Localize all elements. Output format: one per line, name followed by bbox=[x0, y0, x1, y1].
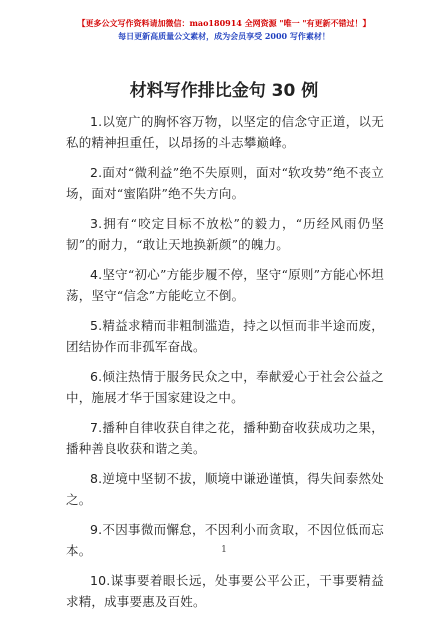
item-number: 1. bbox=[90, 114, 103, 129]
list-item bbox=[66, 468, 384, 510]
page-number: 1 bbox=[221, 545, 227, 555]
list-item bbox=[66, 315, 384, 357]
document-title: 材料写作排比金句 30 例 bbox=[129, 81, 319, 101]
item-number: 4. bbox=[90, 267, 103, 282]
list-item bbox=[66, 162, 384, 204]
list-item bbox=[66, 417, 384, 459]
item-number: 3. bbox=[90, 216, 103, 231]
item-number: 6. bbox=[90, 369, 103, 384]
item-text: 倾注热情于服务民众之中，奉献爱心于社会公益之中，施展才华于国家建设之中。 bbox=[66, 369, 384, 405]
item-text: 不因事微而懈怠，不因利小而贪取，不因位低而忘本。 bbox=[66, 522, 384, 558]
item-number: 5. bbox=[90, 318, 103, 333]
item-text: 拥有“咬定目标不放松”的毅力，“历经风雨仍坚韧”的耐力，“敢让天地换新颜”的魄力。 bbox=[66, 216, 384, 252]
item-text: 精益求精而非粗制滥造，持之以恒而非半途而废，团结协作而非孤军奋战。 bbox=[66, 318, 384, 354]
item-text: 面对“微利益”绝不失原则，面对“软攻势”绝不丧立场，面对“蜜陷阱”绝不失方向。 bbox=[66, 165, 384, 201]
item-text: 逆境中坚韧不拔，顺境中谦逊谨慎，得失间泰然处之。 bbox=[66, 471, 384, 507]
item-number: 2. bbox=[90, 165, 103, 180]
item-number: 9. bbox=[90, 522, 103, 537]
list-item bbox=[66, 366, 384, 408]
promo-banner-line-1: 【更多公文写作资料请加微信：mao180914 全网资源 "唯一 "有更新不错过！】 bbox=[77, 18, 371, 28]
list-item bbox=[66, 111, 384, 153]
item-number: 8. bbox=[90, 471, 103, 486]
list-item bbox=[66, 264, 384, 306]
item-text: 谋事要着眼长远，处事要公平公正，干事要精益求精，成事要惠及百姓。 bbox=[66, 573, 384, 609]
list-item bbox=[66, 213, 384, 255]
item-text: 播种自律收获自律之花，播种勤奋收获成功之果，播种善良收获和谐之美。 bbox=[66, 420, 384, 456]
item-number: 10. bbox=[90, 573, 111, 588]
list-item bbox=[66, 570, 384, 612]
promo-banner-line-2: 每日更新高质量公文素材，成为会员享受 2000 写作素材！ bbox=[118, 31, 330, 41]
item-text: 以宽广的胸怀容万物，以坚定的信念守正道，以无私的精神担重任，以昂扬的斗志攀巅峰。 bbox=[66, 114, 384, 150]
item-number: 7. bbox=[90, 420, 103, 435]
item-text: 坚守“初心”方能步履不停，坚守“原则”方能心怀坦荡，坚守“信念”方能屹立不倒。 bbox=[66, 267, 384, 303]
